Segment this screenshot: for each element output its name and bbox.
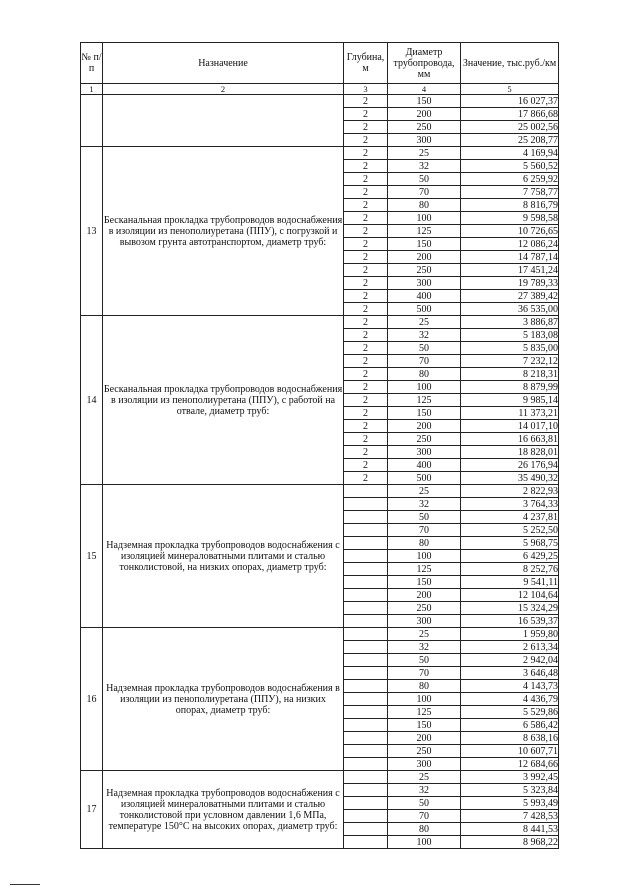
diam-cell: 150 xyxy=(388,576,461,589)
depth-cell: 2 xyxy=(344,433,388,446)
diam-cell: 25 xyxy=(388,316,461,329)
diam-cell: 150 xyxy=(388,407,461,420)
val-cell: 5 560,52 xyxy=(461,160,559,173)
diam-cell: 125 xyxy=(388,394,461,407)
depth-cell: 2 xyxy=(344,381,388,394)
depth-cell xyxy=(344,836,388,849)
depth-cell: 2 xyxy=(344,394,388,407)
table-body xyxy=(81,95,559,849)
price-table xyxy=(80,42,559,849)
item-number: 16 xyxy=(81,628,103,771)
val-cell: 4 143,73 xyxy=(461,680,559,693)
val-cell: 36 535,00 xyxy=(461,303,559,316)
val-cell: 6 259,92 xyxy=(461,173,559,186)
val-cell: 8 441,53 xyxy=(461,823,559,836)
diam-cell: 80 xyxy=(388,537,461,550)
diam-cell: 100 xyxy=(388,693,461,706)
diam-cell: 50 xyxy=(388,173,461,186)
depth-cell: 2 xyxy=(344,459,388,472)
val-cell: 5 529,86 xyxy=(461,706,559,719)
depth-cell xyxy=(344,823,388,836)
diam-cell: 80 xyxy=(388,199,461,212)
depth-cell xyxy=(344,511,388,524)
val-cell: 17 866,68 xyxy=(461,108,559,121)
diam-cell: 500 xyxy=(388,303,461,316)
val-cell: 8 252,76 xyxy=(461,563,559,576)
column-index-cell: 4 xyxy=(388,84,461,95)
depth-cell xyxy=(344,498,388,511)
depth-cell xyxy=(344,706,388,719)
depth-cell xyxy=(344,576,388,589)
val-cell: 16 539,37 xyxy=(461,615,559,628)
diam-cell: 70 xyxy=(388,355,461,368)
depth-cell: 2 xyxy=(344,160,388,173)
diam-cell: 400 xyxy=(388,459,461,472)
diam-cell: 32 xyxy=(388,641,461,654)
diam-cell: 70 xyxy=(388,186,461,199)
diam-cell: 25 xyxy=(388,147,461,160)
item-number: 13 xyxy=(81,147,103,316)
depth-cell xyxy=(344,537,388,550)
depth-cell xyxy=(344,641,388,654)
val-cell: 2 942,04 xyxy=(461,654,559,667)
diam-cell: 250 xyxy=(388,433,461,446)
diam-cell: 70 xyxy=(388,667,461,680)
depth-cell: 2 xyxy=(344,264,388,277)
depth-cell: 2 xyxy=(344,95,388,108)
val-cell: 12 684,66 xyxy=(461,758,559,771)
depth-cell: 2 xyxy=(344,173,388,186)
val-cell: 11 373,21 xyxy=(461,407,559,420)
val-cell: 5 993,49 xyxy=(461,797,559,810)
val-cell: 5 252,50 xyxy=(461,524,559,537)
diam-cell: 32 xyxy=(388,498,461,511)
item-number: 17 xyxy=(81,771,103,849)
val-cell: 1 959,80 xyxy=(461,628,559,641)
diam-cell: 25 xyxy=(388,771,461,784)
item-description: Бесканальная прокладка трубопроводов водоснабжения в изоляции из пенополиуретана (ППУ), с погрузкой и вывозом грунта автотранспортом, диаметр труб: xyxy=(103,147,344,316)
diam-cell: 300 xyxy=(388,277,461,290)
depth-cell xyxy=(344,654,388,667)
val-cell: 6 429,25 xyxy=(461,550,559,563)
val-cell: 9 598,58 xyxy=(461,212,559,225)
depth-cell: 2 xyxy=(344,134,388,147)
diam-cell: 400 xyxy=(388,290,461,303)
diam-cell: 125 xyxy=(388,706,461,719)
diam-cell: 50 xyxy=(388,511,461,524)
table-row xyxy=(81,147,559,160)
depth-cell xyxy=(344,745,388,758)
val-cell: 19 789,33 xyxy=(461,277,559,290)
val-cell: 17 451,24 xyxy=(461,264,559,277)
depth-cell: 2 xyxy=(344,121,388,134)
diam-cell: 25 xyxy=(388,628,461,641)
val-cell: 27 389,42 xyxy=(461,290,559,303)
val-cell: 2 613,34 xyxy=(461,641,559,654)
depth-cell: 2 xyxy=(344,420,388,433)
val-cell: 4 169,94 xyxy=(461,147,559,160)
depth-cell: 2 xyxy=(344,277,388,290)
depth-cell: 2 xyxy=(344,199,388,212)
diam-cell: 200 xyxy=(388,251,461,264)
footer-rule xyxy=(10,884,40,885)
val-cell: 7 758,77 xyxy=(461,186,559,199)
diam-cell: 150 xyxy=(388,719,461,732)
val-cell: 16 027,37 xyxy=(461,95,559,108)
val-cell: 14 787,14 xyxy=(461,251,559,264)
item-number: 14 xyxy=(81,316,103,485)
val-cell: 3 764,33 xyxy=(461,498,559,511)
val-cell: 12 086,24 xyxy=(461,238,559,251)
diam-cell: 250 xyxy=(388,602,461,615)
depth-cell xyxy=(344,784,388,797)
val-cell: 8 816,79 xyxy=(461,199,559,212)
table-row xyxy=(81,316,559,329)
val-cell: 8 879,99 xyxy=(461,381,559,394)
column-index-cell: 3 xyxy=(344,84,388,95)
diam-cell: 100 xyxy=(388,381,461,394)
header-num: № п/п xyxy=(81,43,103,84)
diam-cell: 200 xyxy=(388,420,461,433)
val-cell: 3 886,87 xyxy=(461,316,559,329)
item-description: Надземная прокладка трубопроводов водоснабжения в изоляции из пенополиуретана (ППУ), на низких опорах, диаметр труб: xyxy=(103,628,344,771)
val-cell: 4 237,81 xyxy=(461,511,559,524)
table-row xyxy=(81,771,559,784)
depth-cell: 2 xyxy=(344,355,388,368)
header-purpose: Назначение xyxy=(103,43,344,84)
depth-cell xyxy=(344,771,388,784)
diam-cell: 80 xyxy=(388,823,461,836)
diam-cell: 50 xyxy=(388,342,461,355)
depth-cell xyxy=(344,602,388,615)
depth-cell: 2 xyxy=(344,186,388,199)
diam-cell: 200 xyxy=(388,732,461,745)
depth-cell xyxy=(344,797,388,810)
header-row xyxy=(81,43,559,84)
header-value: Значение, тыс.руб./км xyxy=(461,43,559,84)
table-row xyxy=(81,95,559,108)
depth-cell xyxy=(344,680,388,693)
diam-cell: 80 xyxy=(388,680,461,693)
diam-cell: 300 xyxy=(388,134,461,147)
depth-cell: 2 xyxy=(344,342,388,355)
depth-cell: 2 xyxy=(344,290,388,303)
diam-cell: 32 xyxy=(388,160,461,173)
diam-cell: 150 xyxy=(388,95,461,108)
diam-cell: 250 xyxy=(388,121,461,134)
depth-cell xyxy=(344,719,388,732)
val-cell: 26 176,94 xyxy=(461,459,559,472)
depth-cell: 2 xyxy=(344,108,388,121)
depth-cell xyxy=(344,732,388,745)
diam-cell: 250 xyxy=(388,745,461,758)
depth-cell: 2 xyxy=(344,251,388,264)
depth-cell xyxy=(344,810,388,823)
column-index-cell: 2 xyxy=(103,84,344,95)
diam-cell: 300 xyxy=(388,758,461,771)
val-cell: 8 638,16 xyxy=(461,732,559,745)
val-cell: 8 968,22 xyxy=(461,836,559,849)
depth-cell: 2 xyxy=(344,238,388,251)
item-description: Надземная прокладка трубопроводов водоснабжения с изоляцией минераловатными плитами и сталью тонколистовой, на низких опорах, диаметр труб: xyxy=(103,485,344,628)
diam-cell: 150 xyxy=(388,238,461,251)
column-index-cell: 1 xyxy=(81,84,103,95)
diam-cell: 500 xyxy=(388,472,461,485)
val-cell: 8 218,31 xyxy=(461,368,559,381)
val-cell: 3 992,45 xyxy=(461,771,559,784)
depth-cell: 2 xyxy=(344,472,388,485)
item-number: 15 xyxy=(81,485,103,628)
item-description: Надземная прокладка трубопроводов водоснабжения с изоляцией минераловатными плитами и сталью тонколистовой при условном давлении 1,6 МПа, температуре 150°С на высоких опорах, диаметр труб: xyxy=(103,771,344,849)
depth-cell xyxy=(344,758,388,771)
val-cell: 16 663,81 xyxy=(461,433,559,446)
table-row xyxy=(81,628,559,641)
header-diameter: Диаметр трубопровода, мм xyxy=(388,43,461,84)
val-cell: 10 607,71 xyxy=(461,745,559,758)
depth-cell xyxy=(344,628,388,641)
column-index-cell: 5 xyxy=(461,84,559,95)
val-cell: 18 828,01 xyxy=(461,446,559,459)
diam-cell: 50 xyxy=(388,797,461,810)
diam-cell: 80 xyxy=(388,368,461,381)
val-cell: 9 541,11 xyxy=(461,576,559,589)
diam-cell: 32 xyxy=(388,329,461,342)
diam-cell: 100 xyxy=(388,212,461,225)
table-row xyxy=(81,485,559,498)
depth-cell xyxy=(344,563,388,576)
depth-cell: 2 xyxy=(344,303,388,316)
val-cell: 2 822,93 xyxy=(461,485,559,498)
item-number xyxy=(81,95,103,147)
val-cell: 7 428,53 xyxy=(461,810,559,823)
depth-cell: 2 xyxy=(344,368,388,381)
depth-cell: 2 xyxy=(344,446,388,459)
diam-cell: 125 xyxy=(388,563,461,576)
diam-cell: 200 xyxy=(388,108,461,121)
depth-cell: 2 xyxy=(344,225,388,238)
val-cell: 25 002,56 xyxy=(461,121,559,134)
val-cell: 3 646,48 xyxy=(461,667,559,680)
diam-cell: 250 xyxy=(388,264,461,277)
depth-cell xyxy=(344,550,388,563)
val-cell: 35 490,32 xyxy=(461,472,559,485)
depth-cell xyxy=(344,524,388,537)
depth-cell xyxy=(344,615,388,628)
val-cell: 15 324,29 xyxy=(461,602,559,615)
item-description xyxy=(103,95,344,147)
val-cell: 14 017,10 xyxy=(461,420,559,433)
val-cell: 5 323,84 xyxy=(461,784,559,797)
header-depth: Глубина, м xyxy=(344,43,388,84)
diam-cell: 32 xyxy=(388,784,461,797)
val-cell: 5 183,08 xyxy=(461,329,559,342)
val-cell: 5 968,75 xyxy=(461,537,559,550)
val-cell: 10 726,65 xyxy=(461,225,559,238)
depth-cell: 2 xyxy=(344,329,388,342)
depth-cell xyxy=(344,693,388,706)
depth-cell xyxy=(344,667,388,680)
val-cell: 12 104,64 xyxy=(461,589,559,602)
val-cell: 7 232,12 xyxy=(461,355,559,368)
val-cell: 9 985,14 xyxy=(461,394,559,407)
val-cell: 25 208,77 xyxy=(461,134,559,147)
val-cell: 5 835,00 xyxy=(461,342,559,355)
val-cell: 6 586,42 xyxy=(461,719,559,732)
diam-cell: 50 xyxy=(388,654,461,667)
depth-cell xyxy=(344,485,388,498)
diam-cell: 70 xyxy=(388,524,461,537)
diam-cell: 200 xyxy=(388,589,461,602)
depth-cell: 2 xyxy=(344,407,388,420)
depth-cell: 2 xyxy=(344,212,388,225)
diam-cell: 25 xyxy=(388,485,461,498)
column-index-row xyxy=(81,84,559,95)
diam-cell: 300 xyxy=(388,615,461,628)
diam-cell: 100 xyxy=(388,550,461,563)
depth-cell: 2 xyxy=(344,316,388,329)
diam-cell: 100 xyxy=(388,836,461,849)
item-description: Бесканальная прокладка трубопроводов водоснабжения в изоляции из пенополиуретана (ППУ), с работой на отвале, диаметр труб: xyxy=(103,316,344,485)
depth-cell: 2 xyxy=(344,147,388,160)
diam-cell: 125 xyxy=(388,225,461,238)
diam-cell: 70 xyxy=(388,810,461,823)
diam-cell: 300 xyxy=(388,446,461,459)
val-cell: 4 436,79 xyxy=(461,693,559,706)
depth-cell xyxy=(344,589,388,602)
